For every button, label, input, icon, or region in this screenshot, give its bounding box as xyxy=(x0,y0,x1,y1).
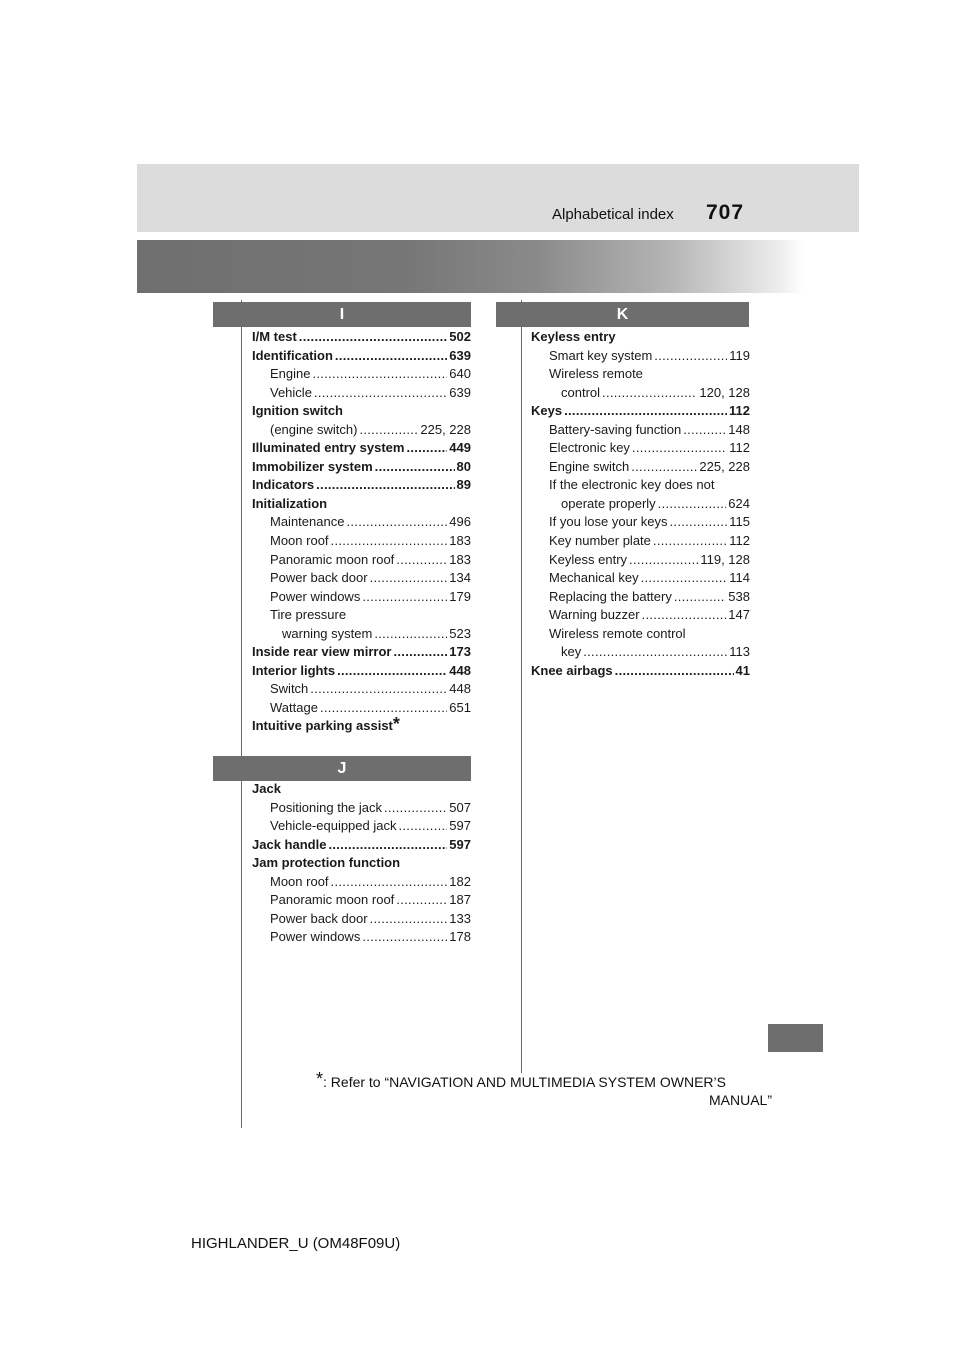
entry-page-number: 225, 228 xyxy=(699,458,750,474)
entry-leader-dots xyxy=(406,439,447,458)
entry-leader-dots xyxy=(375,458,455,477)
entry-leader-dots xyxy=(362,588,447,607)
entry-page-number: 80 xyxy=(456,458,471,474)
entry-page-number: 597 xyxy=(449,836,471,852)
entry-leader-dots xyxy=(299,328,448,347)
entry-label: If the electronic key does not xyxy=(549,477,715,493)
index-entry-power-back-door xyxy=(252,569,471,588)
entry-page-number: 115 xyxy=(729,514,750,530)
entry-label: Replacing the battery xyxy=(549,588,672,604)
entry-label: Electronic key xyxy=(549,440,630,456)
index-entry-battery-saving-function xyxy=(531,421,750,440)
entry-leader-dots xyxy=(335,347,447,366)
entry-leader-dots xyxy=(674,588,726,607)
entry-label: Ignition switch xyxy=(252,403,343,419)
entry-leader-dots xyxy=(629,551,698,570)
column-divider xyxy=(521,300,522,1073)
entry-label: (engine switch) xyxy=(270,421,358,437)
entry-page-number: 639 xyxy=(449,384,471,400)
index-entry-keyless-entry xyxy=(531,551,750,570)
entry-page-number: 134 xyxy=(449,570,471,586)
entry-label: Intuitive parking assist xyxy=(252,718,393,734)
entry-page-number: 173 xyxy=(449,644,471,660)
entry-label: Wireless remote control xyxy=(549,625,686,641)
entry-leader-dots xyxy=(642,606,727,625)
entry-label: Interior lights xyxy=(252,662,336,678)
index-entry-vehicle xyxy=(252,384,471,403)
entry-label: Tire pressure xyxy=(270,607,347,623)
index-entry-power-back-door xyxy=(252,910,471,929)
index-list-j xyxy=(252,780,471,947)
entry-label: I/M test xyxy=(252,329,297,344)
index-entry-inside-rear-view-mirror xyxy=(252,643,471,662)
entry-leader-dots xyxy=(337,662,447,681)
index-entry-operate-properly xyxy=(531,495,750,514)
index-entry-interior-lights xyxy=(252,662,471,681)
entry-leader-dots xyxy=(384,799,447,818)
index-entry-panoramic-moon-roof xyxy=(252,891,471,910)
index-entry-jack-handle xyxy=(252,836,471,855)
entry-page-number: 178 xyxy=(449,929,471,945)
entry-page-number: 639 xyxy=(449,347,471,363)
entry-leader-dots xyxy=(583,643,727,662)
index-entry-wireless-remote xyxy=(531,365,750,384)
index-entry-switch xyxy=(252,680,471,699)
entry-leader-dots xyxy=(683,421,726,440)
index-entry-positioning-the-jack xyxy=(252,799,471,818)
index-entry-initialization xyxy=(252,495,471,514)
footnote-text-line1: : Refer to “NAVIGATION AND MULTIMEDIA SYSTEM OWNER’S xyxy=(323,1074,726,1090)
entry-leader-dots xyxy=(328,836,447,855)
entry-label: Warning buzzer xyxy=(549,607,640,623)
index-entry-jack xyxy=(252,780,471,799)
entry-leader-dots xyxy=(316,476,454,495)
entry-label: Keyless entry xyxy=(531,329,616,344)
entry-leader-dots xyxy=(398,817,447,836)
entry-label: Indicators xyxy=(252,477,315,493)
entry-label: Moon roof xyxy=(270,873,329,889)
index-entry-wireless-remote-control xyxy=(531,625,750,644)
index-entry-if-the-electronic-key-does-not xyxy=(531,476,750,495)
entry-leader-dots xyxy=(331,873,448,892)
index-entry-intuitive-parking-assist: Intuitive parking assist * xyxy=(252,714,400,735)
entry-leader-dots xyxy=(654,347,727,366)
entry-label: Mechanical key xyxy=(549,570,639,586)
footnote-text-line2: MANUAL” xyxy=(708,1092,772,1108)
index-entry-wattage xyxy=(252,699,471,718)
entry-page-number: 448 xyxy=(449,681,471,697)
entry-leader-dots xyxy=(396,551,447,570)
entry-page-number: 112 xyxy=(729,403,750,419)
entry-page-number: 449 xyxy=(449,440,471,456)
entry-label: Engine switch xyxy=(549,458,630,474)
entry-label: Power windows xyxy=(270,588,361,604)
entry-label: Power back door xyxy=(270,570,368,586)
entry-page-number: 187 xyxy=(449,892,471,908)
footnote-asterisk: * xyxy=(316,1069,324,1089)
entry-label: Power back door xyxy=(270,910,368,926)
entry-leader-dots xyxy=(359,421,418,440)
entry-leader-dots xyxy=(331,532,448,551)
index-entry-key xyxy=(531,643,750,662)
entry-label: Engine xyxy=(270,366,311,382)
entry-page-number: 624 xyxy=(728,495,750,511)
entry-leader-dots xyxy=(564,402,727,421)
entry-label: Keyless entry xyxy=(549,551,628,567)
entry-leader-dots xyxy=(653,532,727,551)
entry-leader-dots xyxy=(602,384,697,403)
section-header-j: J xyxy=(213,756,471,781)
left-margin-rule xyxy=(241,300,242,1128)
entry-page-number: 148 xyxy=(728,421,750,437)
index-entry-power-windows xyxy=(252,588,471,607)
entry-label: Jam protection function xyxy=(252,855,401,871)
entry-leader-dots xyxy=(314,384,447,403)
index-entry-moon-roof xyxy=(252,532,471,551)
entry-label: Identification xyxy=(252,347,333,363)
index-entry-tire-pressure xyxy=(252,606,471,625)
entry-page-number: 225, 228 xyxy=(420,421,471,437)
entry-label: Panoramic moon roof xyxy=(270,892,395,908)
entry-label: Battery-saving function xyxy=(549,421,682,437)
entry-page-number: 112 xyxy=(729,440,750,456)
entry-page-number: 182 xyxy=(449,873,471,889)
entry-label: Immobilizer system xyxy=(252,458,373,474)
index-entry-replacing-the-battery xyxy=(531,588,750,607)
entry-leader-dots xyxy=(396,891,447,910)
entry-label: Knee airbags xyxy=(531,662,613,678)
entry-page-number: 183 xyxy=(449,533,471,549)
entry-label: operate properly xyxy=(561,495,656,511)
index-entry-smart-key-system xyxy=(531,347,750,366)
index-entry-illuminated-entry-system xyxy=(252,439,471,458)
entry-label: Wattage xyxy=(270,699,318,715)
index-list-k xyxy=(531,328,750,680)
index-entry-maintenance xyxy=(252,513,471,532)
entry-page-number: 147 xyxy=(728,607,750,623)
index-entry-electronic-key xyxy=(531,439,750,458)
entry-page-number: 651 xyxy=(449,699,471,715)
section-header-k: K xyxy=(496,302,749,327)
footnote xyxy=(316,1069,772,1109)
entry-label: warning system xyxy=(282,625,373,641)
index-entry-jam-protection-function xyxy=(252,854,471,873)
entry-leader-dots xyxy=(320,699,447,718)
header-gradient-band xyxy=(137,240,803,293)
index-entry-if-you-lose-your-keys xyxy=(531,513,750,532)
entry-leader-dots xyxy=(346,513,447,532)
entry-leader-dots xyxy=(632,439,727,458)
entry-leader-dots xyxy=(615,662,734,681)
index-entry-control xyxy=(531,384,750,403)
entry-leader-dots xyxy=(312,365,447,384)
index-entry-engine-switch xyxy=(531,458,750,477)
entry-label: Jack xyxy=(252,781,281,796)
index-entry-ignition-switch xyxy=(252,402,471,421)
entry-page-number: 119 xyxy=(729,347,750,363)
index-entry-immobilizer-system xyxy=(252,458,471,477)
entry-page-number: 597 xyxy=(449,818,471,834)
entry-page-number: 183 xyxy=(449,551,471,567)
entry-leader-dots xyxy=(658,495,727,514)
entry-label: Jack handle xyxy=(252,836,327,852)
entry-page-number: 41 xyxy=(735,662,750,678)
entry-page-number: 538 xyxy=(728,588,750,604)
entry-label: Illuminated entry system xyxy=(252,440,405,456)
entry-page-number: 113 xyxy=(729,644,750,660)
entry-page-number: 507 xyxy=(449,799,471,815)
index-entry-moon-roof xyxy=(252,873,471,892)
entry-label: Maintenance xyxy=(270,514,345,530)
entry-leader-dots xyxy=(670,513,728,532)
entry-leader-dots xyxy=(310,680,447,699)
entry-leader-dots xyxy=(393,643,447,662)
thumb-index-tab xyxy=(768,1024,823,1052)
entry-label: Vehicle xyxy=(270,384,312,400)
entry-page-number: 448 xyxy=(449,662,471,678)
index-entry-key-number-plate xyxy=(531,532,750,551)
entry-leader-dots xyxy=(362,928,447,947)
entry-leader-dots xyxy=(370,569,448,588)
entry-page-number: 119, 128 xyxy=(700,551,750,567)
page-number: 707 xyxy=(706,201,745,224)
entry-leader-dots xyxy=(631,458,697,477)
section-header-i: I xyxy=(213,302,471,327)
index-entry-mechanical-key xyxy=(531,569,750,588)
entry-page-number: 179 xyxy=(449,588,471,604)
index-entry-power-windows xyxy=(252,928,471,947)
index-entry-warning-system xyxy=(252,625,471,644)
index-entry-vehicle-equipped-jack xyxy=(252,817,471,836)
index-entry-engine-switch xyxy=(252,421,471,440)
index-entry-panoramic-moon-roof xyxy=(252,551,471,570)
entry-page-number: 120, 128 xyxy=(699,384,750,400)
entry-label: Vehicle-equipped jack xyxy=(270,818,397,834)
index-entry-knee-airbags xyxy=(531,662,750,681)
entry-page-number: 112 xyxy=(729,533,750,549)
entry-label: Positioning the jack xyxy=(270,799,383,815)
entry-label: Power windows xyxy=(270,929,361,945)
index-entry-keyless-entry xyxy=(531,328,750,347)
index-entry-identification xyxy=(252,347,471,366)
page-header-title: Alphabetical index xyxy=(552,206,674,223)
entry-label: Smart key system xyxy=(549,347,653,363)
entry-label: Initialization xyxy=(252,495,328,511)
entry-page-number: 640 xyxy=(449,366,471,382)
entry-leader-dots xyxy=(370,910,448,929)
entry-label: If you lose your keys xyxy=(549,514,668,530)
entry-label: Switch xyxy=(270,681,309,697)
entry-page-number: 502 xyxy=(449,329,471,344)
entry-label: key xyxy=(561,644,582,660)
index-entry-i-m-test xyxy=(252,328,471,347)
entry-page-number: 133 xyxy=(449,910,471,926)
entry-leader-dots xyxy=(374,625,447,644)
entry-page-number: 496 xyxy=(449,514,471,530)
entry-label: Inside rear view mirror xyxy=(252,644,392,660)
index-list-i xyxy=(252,328,471,736)
entry-label: Keys xyxy=(531,403,563,419)
index-entry-keys xyxy=(531,402,750,421)
entry-page-number: 89 xyxy=(456,477,471,493)
header-bar xyxy=(137,164,859,232)
entry-leader-dots xyxy=(641,569,728,588)
index-entry-warning-buzzer xyxy=(531,606,750,625)
entry-label: control xyxy=(561,384,601,400)
entry-label: Key number plate xyxy=(549,533,651,549)
index-entry-engine xyxy=(252,365,471,384)
entry-page-number: 523 xyxy=(449,625,471,641)
entry-label: Panoramic moon roof xyxy=(270,551,395,567)
entry-label: Wireless remote xyxy=(549,366,643,382)
entry-label: Moon roof xyxy=(270,533,329,549)
footer-model-code: HIGHLANDER_U (OM48F09U) xyxy=(191,1235,401,1252)
entry-page-number: 114 xyxy=(729,570,750,586)
index-entry-indicators xyxy=(252,476,471,495)
